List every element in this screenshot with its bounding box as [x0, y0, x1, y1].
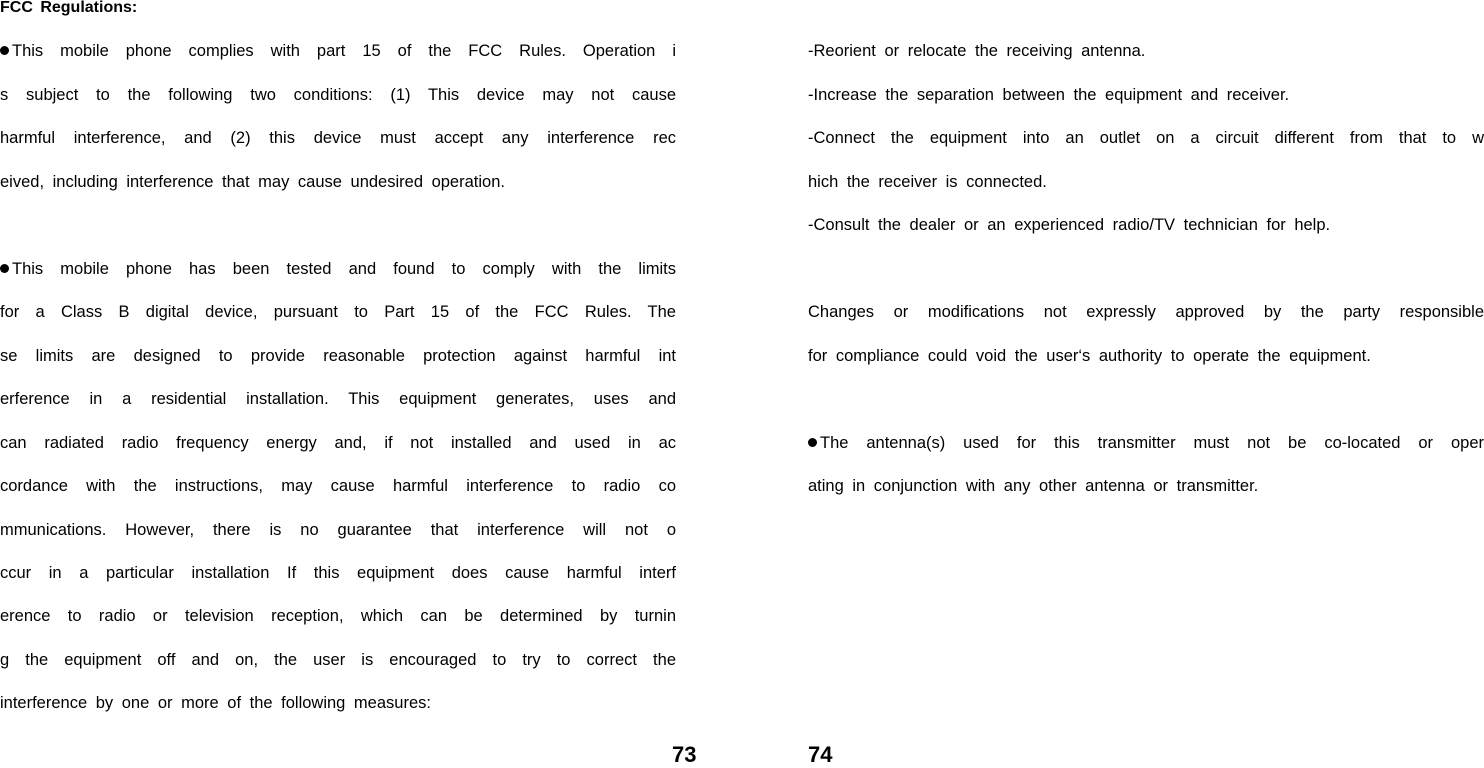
changes-line: Changes or modifications not expressly approved by the party responsible [808, 303, 1484, 321]
paragraph1-line: harmful interference, and (2) this device must accept any interference rec [0, 129, 676, 147]
antenna-line: ating in conjunction with any other antenna or transmitter. [808, 477, 1259, 495]
antenna-line: The antenna(s) used for this transmitter must not be co-located or oper [808, 430, 1484, 456]
paragraph2-line: erence to radio or television reception, which can be determined by turnin [0, 607, 676, 625]
paragraph2-line: g the equipment off and on, the user is encouraged to try to correct the [0, 651, 676, 669]
measure-line: -Connect the equipment into an outlet on a circuit different from that to w [808, 129, 1484, 147]
paragraph2-line: interference by one or more of the following measures: [0, 694, 431, 712]
bullet-icon [0, 46, 9, 55]
measure-line: hich the receiver is connected. [808, 173, 1047, 191]
paragraph2-line: can radiated radio frequency energy and, if not installed and used in ac [0, 434, 676, 452]
paragraph2-line: ccur in a particular installation If this equipment does cause harmful interf [0, 564, 676, 582]
page-number: 74 [808, 742, 833, 767]
changes-line: for compliance could void the user‘s authority to operate the equipment. [808, 347, 1371, 365]
paragraph2-line: erference in a residential installation. This equipment generates, uses and [0, 390, 676, 408]
paragraph2-line: se limits are designed to provide reasonable protection against harmful int [0, 347, 676, 365]
bullet-icon [808, 438, 817, 447]
measure-line: -Increase the separation between the equipment and receiver. [808, 86, 1290, 104]
bullet-icon [0, 264, 9, 273]
paragraph2-line: for a Class B digital device, pursuant to Part 15 of the FCC Rules. The [0, 303, 676, 321]
fcc-heading: FCC Regulations: [0, 0, 138, 16]
paragraph1-line: s subject to the following two conditions: (1) This device may not cause [0, 86, 676, 104]
measure-line: -Reorient or relocate the receiving antenna. [808, 42, 1146, 60]
measure-line: -Consult the dealer or an experienced radio/TV technician for help. [808, 216, 1331, 234]
page-number: 73 [672, 742, 697, 767]
paragraph1-line: This mobile phone complies with part 15 of the FCC Rules. Operation i [0, 38, 676, 64]
paragraph2-line: mmunications. However, there is no guarantee that interference will not o [0, 521, 676, 539]
paragraph2-line: This mobile phone has been tested and found to comply with the limits [0, 256, 676, 282]
paragraph2-line: cordance with the instructions, may cause harmful interference to radio co [0, 477, 676, 495]
paragraph1-line: eived, including interference that may cause undesired operation. [0, 173, 505, 191]
